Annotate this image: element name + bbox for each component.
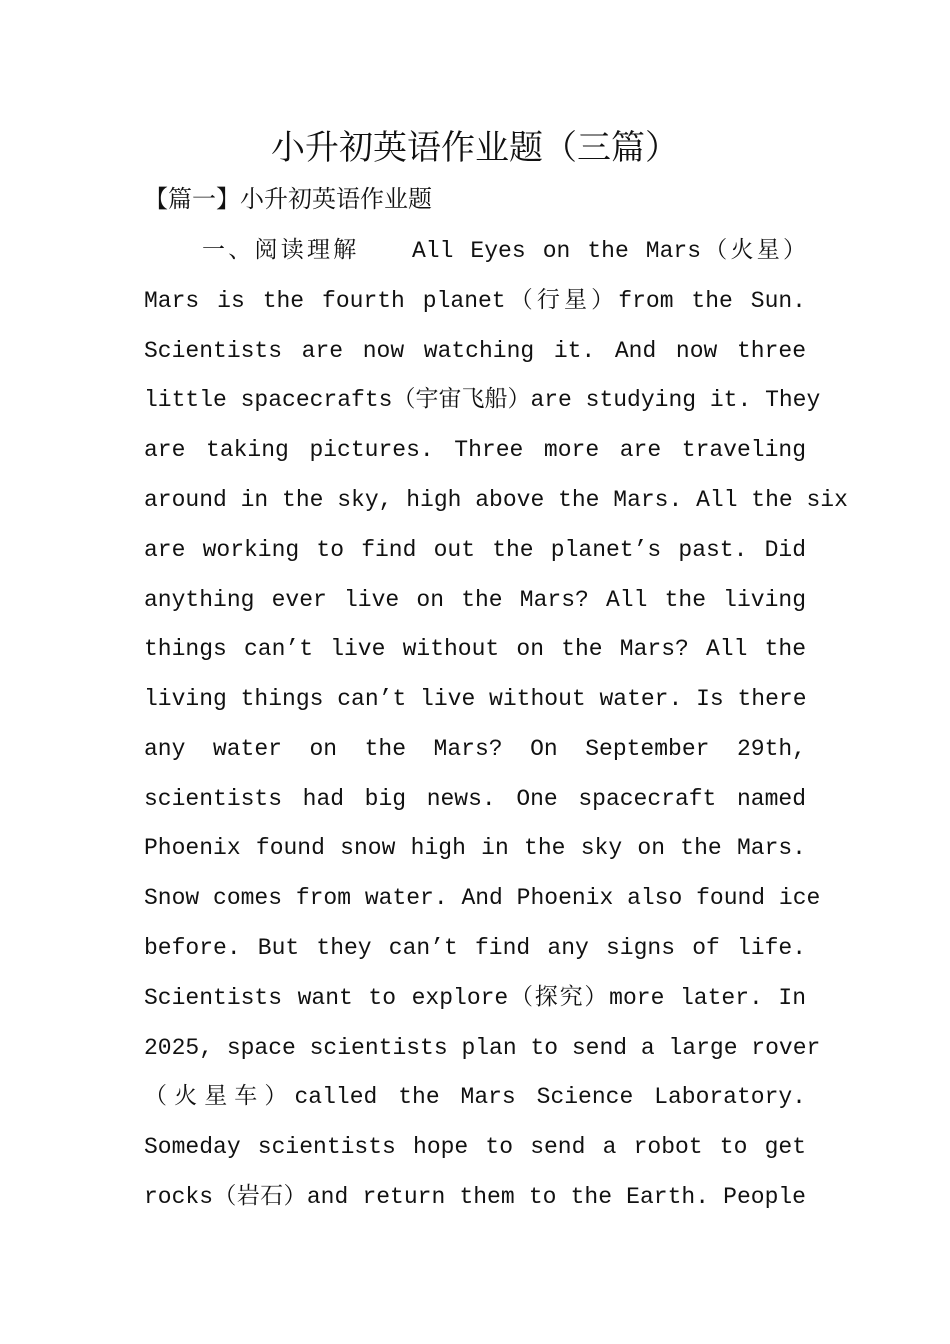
section-heading: 【篇一】小升初英语作业题 (144, 185, 432, 213)
paragraph-line-2: Mars is the fourth planet（行星）from the Sun. (144, 288, 806, 314)
paragraph-line-1: 一、阅读理解 All Eyes on the Mars（火星） (202, 238, 806, 264)
paragraph-line-18: （火星车）called the Mars Science Laboratory. (144, 1084, 806, 1110)
document-title: 小升初英语作业题（三篇） (271, 128, 679, 168)
paragraph-line-10: living things can’t live without water. Is there (144, 686, 807, 712)
paragraph-line-8: anything ever live on the Mars? All the living (144, 587, 806, 613)
paragraph-line-14: Snow comes from water. And Phoenix also found ice (144, 885, 821, 911)
paragraph-line-15: before. But they can’t find any signs of life. (144, 935, 806, 961)
paragraph-line-12: scientists had big news. One spacecraft named (144, 786, 806, 812)
paragraph-line-4: little spacecrafts（宇宙飞船）are studying it. They (144, 387, 821, 413)
paragraph-line-17: 2025, space scientists plan to send a large rover (144, 1035, 821, 1061)
paragraph-line-5: are taking pictures. Three more are traveling (144, 437, 806, 463)
paragraph-line-6: around in the sky, high above the Mars. All the six (144, 487, 848, 513)
paragraph-line-20: rocks（岩石）and return them to the Earth. People (144, 1184, 806, 1210)
paragraph-line-3: Scientists are now watching it. And now three (144, 338, 806, 364)
paragraph-line-13: Phoenix found snow high in the sky on the Mars. (144, 835, 806, 861)
paragraph-line-7: are working to find out the planet’s past. Did (144, 537, 806, 563)
paragraph-line-16: Scientists want to explore（探究）more later. In (144, 985, 806, 1011)
paragraph-line-19: Someday scientists hope to send a robot to get (144, 1134, 806, 1160)
paragraph-line-11: any water on the Mars? On September 29th, (144, 736, 806, 762)
paragraph-line-9: things can’t live without on the Mars? All the (144, 636, 806, 662)
